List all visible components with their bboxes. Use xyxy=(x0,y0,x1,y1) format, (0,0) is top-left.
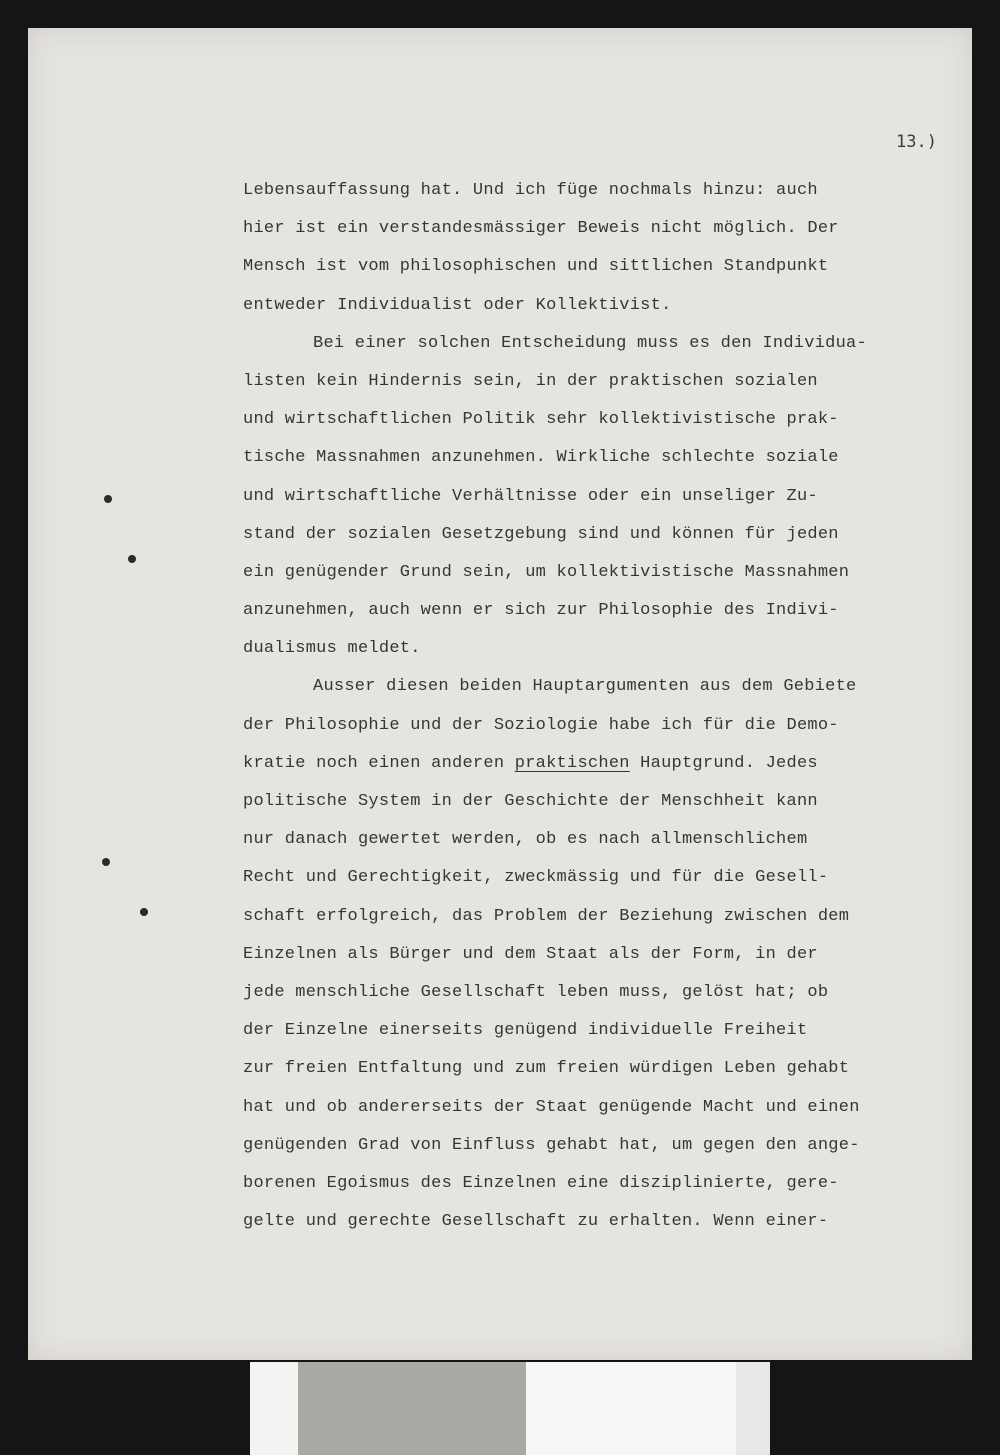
punch-hole xyxy=(104,495,112,503)
page-number: 13.) xyxy=(896,132,937,152)
text-line: schaft erfolgreich, das Problem der Beziehung zwischen dem xyxy=(243,906,850,926)
text-segment: Hauptgrund. Jedes xyxy=(640,753,818,773)
calibration-white-patch xyxy=(250,1362,298,1455)
calibration-grey-patch xyxy=(298,1362,526,1455)
text-line: tische Massnahmen anzunehmen. Wirkliche schlechte soziale xyxy=(243,448,839,468)
calibration-white-patch xyxy=(526,1362,736,1455)
text-segment: kratie noch einen anderen xyxy=(243,753,505,773)
text-line: hat und ob andererseits der Staat genügende Macht und einen xyxy=(243,1097,860,1117)
text-line: jede menschliche Gesellschaft leben muss, gelöst hat; ob xyxy=(243,982,829,1002)
text-line: Einzelnen als Bürger und dem Staat als der Form, in der xyxy=(243,944,818,964)
text-line: ein genügender Grund sein, um kollektivistische Massnahmen xyxy=(243,562,850,582)
punch-hole xyxy=(128,555,136,563)
text-line: listen kein Hindernis sein, in der praktischen sozialen xyxy=(243,371,818,391)
text-line: gelte und gerechte Gesellschaft zu erhalten. Wenn einer- xyxy=(243,1212,829,1232)
text-line: genügenden Grad von Einfluss gehabt hat, um gegen den ange- xyxy=(243,1135,860,1155)
text-line: der Einzelne einerseits genügend individuelle Freiheit xyxy=(243,1021,808,1041)
typewritten-body xyxy=(243,180,943,1249)
color-calibration-strip xyxy=(250,1362,770,1455)
text-line: politische System in der Geschichte der Menschheit kann xyxy=(243,792,818,811)
text-line: der Philosophie und der Soziologie habe ich für die Demo- xyxy=(243,715,839,735)
text-line: anzunehmen, auch wenn er sich zur Philosophie des Indivi- xyxy=(243,601,839,621)
text-line: dualismus meldet. xyxy=(243,639,421,659)
text-line: Recht und Gerechtigkeit, zweckmässig und für die Gesell- xyxy=(243,868,829,888)
text-line: hier ist ein verstandesmässiger Beweis nicht möglich. Der xyxy=(243,219,839,239)
punch-hole xyxy=(102,858,110,866)
text-line: entweder Individualist oder Kollektivist. xyxy=(243,295,672,315)
text-line: stand der sozialen Gesetzgebung sind und können für jeden xyxy=(243,524,839,544)
text-line: Mensch ist vom philosophischen und sittlichen Standpunkt xyxy=(243,257,829,277)
underlined-word: praktischen xyxy=(514,753,630,773)
text-line-with-underline xyxy=(243,753,943,791)
paragraph-start-line: Ausser diesen beiden Hauptargumenten aus dem Gebiete xyxy=(313,677,857,697)
text-line: nur danach gewertet werden, ob es nach allmenschlichem xyxy=(243,830,808,850)
text-line: zur freien Entfaltung und zum freien würdigen Leben gehabt xyxy=(243,1059,850,1079)
text-line: und wirtschaftliche Verhältnisse oder ein unseliger Zu- xyxy=(243,486,818,506)
punch-hole xyxy=(140,908,148,916)
text-line: Lebensauffassung hat. Und ich füge nochmals hinzu: auch xyxy=(243,181,818,200)
text-line: und wirtschaftlichen Politik sehr kollektivistische prak- xyxy=(243,410,839,430)
text-line: borenen Egoismus des Einzelnen eine disziplinierte, gere- xyxy=(243,1173,839,1193)
calibration-light-patch xyxy=(736,1362,770,1455)
paragraph-start-line: Bei einer solchen Entscheidung muss es den Individua- xyxy=(313,333,867,353)
